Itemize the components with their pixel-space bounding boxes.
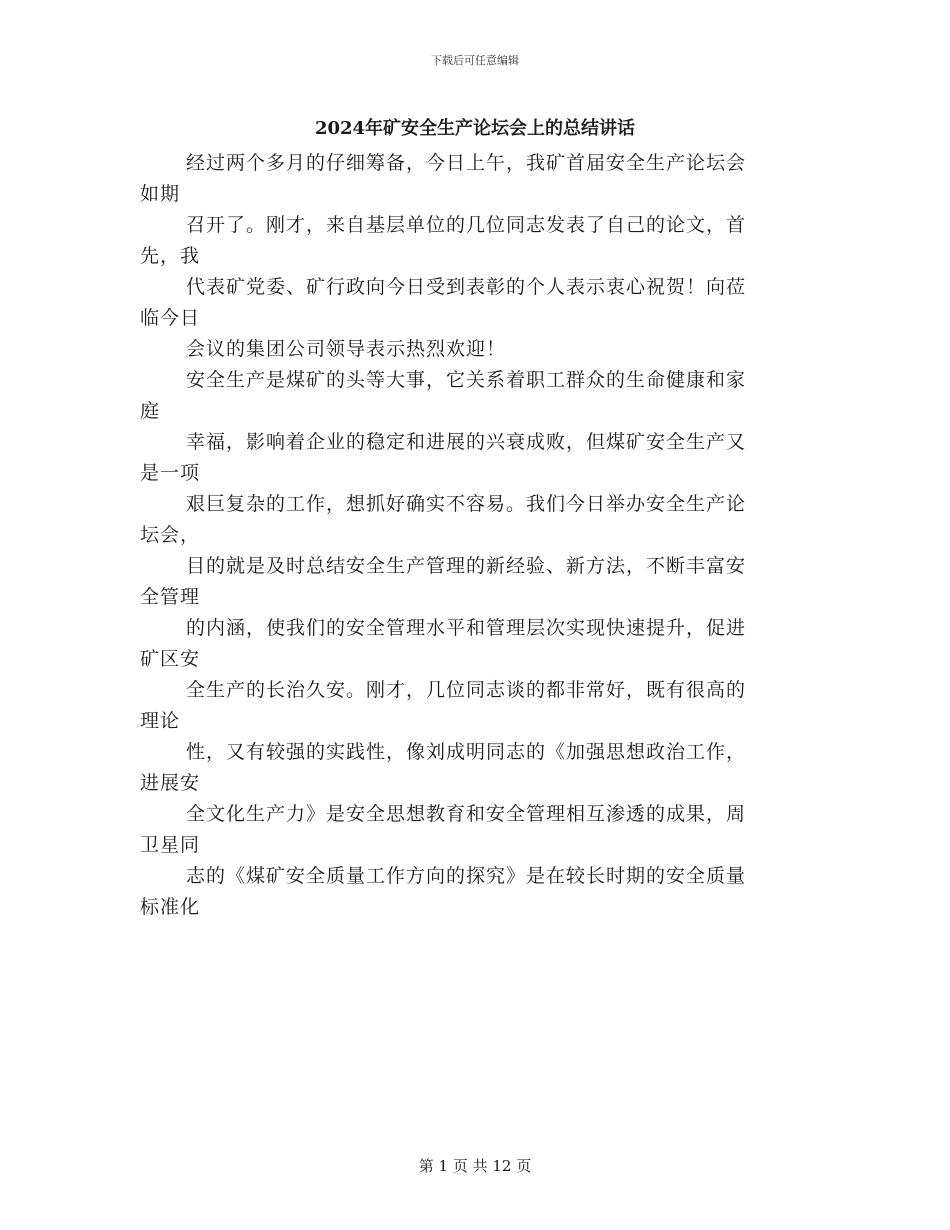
body-line: 庭 bbox=[140, 400, 161, 422]
body-line: 经过两个多月的仔细筹备，今日上午，我矿首届安全生产论坛会 bbox=[186, 152, 747, 174]
body-line: 进展安 bbox=[140, 772, 201, 794]
body-line: 全生产的长治久安。刚才，几位同志谈的都非常好，既有很高的 bbox=[186, 679, 747, 701]
body-line: 代表矿党委、矿行政向今日受到表彰的个人表示衷心祝贺！向莅 bbox=[186, 276, 747, 298]
body-line: 幸福，影响着企业的稳定和进展的兴衰成败，但煤矿安全生产又 bbox=[186, 431, 747, 453]
body-line: 理论 bbox=[140, 710, 181, 732]
body-line: 如期 bbox=[140, 183, 181, 205]
document-title: 2024年矿安全生产论坛会上的总结讲话 bbox=[314, 118, 636, 139]
body-line: 是一项 bbox=[140, 462, 201, 484]
body-line: 艰巨复杂的工作，想抓好确实不容易。我们今日举办安全生产论 bbox=[186, 493, 747, 515]
body-line: 的内涵，使我们的安全管理水平和管理层次实现快速提升，促进 bbox=[186, 617, 747, 639]
body-line: 目的就是及时总结安全生产管理的新经验、新方法，不断丰富安 bbox=[186, 555, 747, 577]
body-line: 矿区安 bbox=[140, 648, 201, 670]
body-line: 会议的集团公司领导表示热烈欢迎！ bbox=[186, 338, 507, 360]
body-line: 全文化生产力》是安全思想教育和安全管理相互渗透的成果，周 bbox=[186, 803, 747, 825]
header-note: 下载后可任意编辑 bbox=[431, 54, 519, 67]
body-line: 志的《煤矿安全质量工作方向的探究》是在较长时期的安全质量 bbox=[186, 865, 747, 887]
body-line: 卫星同 bbox=[140, 834, 201, 856]
page-number: 第 1 页 共 12 页 bbox=[418, 1157, 532, 1175]
body-line: 全管理 bbox=[140, 586, 201, 608]
body-line: 先，我 bbox=[140, 245, 201, 267]
body-line: 标准化 bbox=[140, 896, 201, 918]
body-line: 性，又有较强的实践性，像刘成明同志的《加强思想政治工作， bbox=[186, 741, 747, 763]
body-line: 召开了。刚才，来自基层单位的几位同志发表了自己的论文，首 bbox=[186, 214, 747, 236]
body-line: 坛会， bbox=[140, 524, 201, 546]
body-line: 临今日 bbox=[140, 307, 201, 329]
body-line: 安全生产是煤矿的头等大事，它关系着职工群众的生命健康和家 bbox=[186, 369, 747, 391]
document-body bbox=[140, 148, 810, 923]
